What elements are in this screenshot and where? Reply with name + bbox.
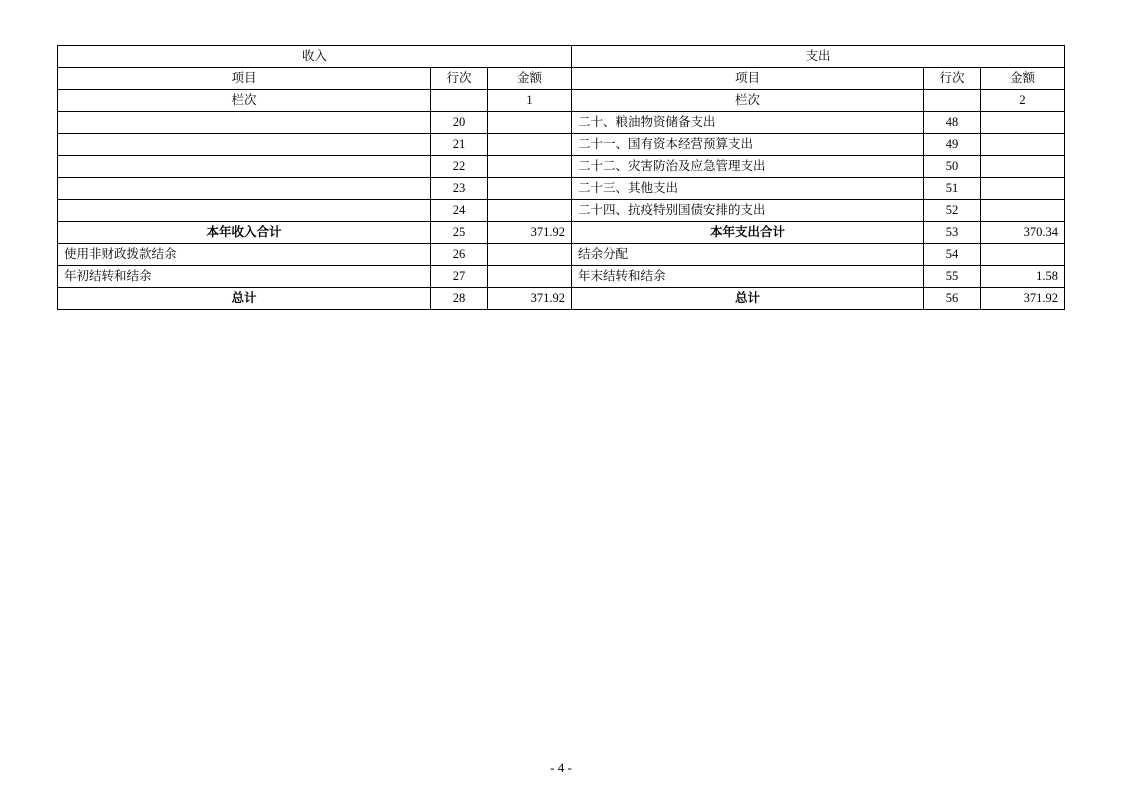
- income-amount: [488, 178, 572, 200]
- expenditure-item: 本年支出合计: [572, 222, 924, 244]
- income-line: 25: [431, 222, 488, 244]
- income-item: 总计: [58, 288, 431, 310]
- expenditure-amount: [981, 178, 1065, 200]
- budget-table-container: [57, 45, 1064, 310]
- page-number: - 4 -: [550, 760, 572, 775]
- expenditure-line: 52: [924, 200, 981, 222]
- expenditure-amount: [981, 156, 1065, 178]
- income-amount: [488, 134, 572, 156]
- expenditure-amount-header: 金额: [981, 68, 1065, 90]
- expenditure-column-index-label: 栏次: [572, 90, 924, 112]
- expenditure-line-header: 行次: [924, 68, 981, 90]
- budget-table: [57, 45, 1065, 310]
- income-line-header: 行次: [431, 68, 488, 90]
- income-line: 22: [431, 156, 488, 178]
- expenditure-item: 二十一、国有资本经营预算支出: [572, 134, 924, 156]
- expenditure-amount: 1.58: [981, 266, 1065, 288]
- income-group-header: 收入: [58, 46, 572, 68]
- income-line: 21: [431, 134, 488, 156]
- expenditure-amount: [981, 112, 1065, 134]
- income-item: [58, 200, 431, 222]
- table-row-grand-total: [58, 288, 1065, 310]
- income-amount: 371.92: [488, 222, 572, 244]
- expenditure-item: 年末结转和结余: [572, 266, 924, 288]
- table-group-header-row: [58, 46, 1065, 68]
- income-item: [58, 156, 431, 178]
- expenditure-line: 50: [924, 156, 981, 178]
- income-item-header: 项目: [58, 68, 431, 90]
- expenditure-amount: [981, 244, 1065, 266]
- income-line: 23: [431, 178, 488, 200]
- expenditure-group-header: 支出: [572, 46, 1065, 68]
- income-line: 27: [431, 266, 488, 288]
- expenditure-amount: 370.34: [981, 222, 1065, 244]
- income-column-index: 1: [488, 90, 572, 112]
- expenditure-item: 二十三、其他支出: [572, 178, 924, 200]
- expenditure-line: 53: [924, 222, 981, 244]
- income-line: 24: [431, 200, 488, 222]
- expenditure-line-index-blank: [924, 90, 981, 112]
- expenditure-item: 二十、粮油物资储备支出: [572, 112, 924, 134]
- expenditure-line: 51: [924, 178, 981, 200]
- income-amount: [488, 112, 572, 134]
- table-row-total: [58, 222, 1065, 244]
- income-amount: [488, 244, 572, 266]
- expenditure-item: 二十四、抗疫特别国债安排的支出: [572, 200, 924, 222]
- expenditure-item: 二十二、灾害防治及应急管理支出: [572, 156, 924, 178]
- expenditure-amount: 371.92: [981, 288, 1065, 310]
- income-item: 使用非财政拨款结余: [58, 244, 431, 266]
- income-amount: [488, 156, 572, 178]
- expenditure-item: 总计: [572, 288, 924, 310]
- expenditure-item: 结余分配: [572, 244, 924, 266]
- table-row: [58, 200, 1065, 222]
- expenditure-item-header: 项目: [572, 68, 924, 90]
- income-line: 28: [431, 288, 488, 310]
- income-line: 26: [431, 244, 488, 266]
- income-amount: 371.92: [488, 288, 572, 310]
- income-column-index-label: 栏次: [58, 90, 431, 112]
- income-item: [58, 178, 431, 200]
- expenditure-amount: [981, 134, 1065, 156]
- income-amount: [488, 266, 572, 288]
- expenditure-line: 48: [924, 112, 981, 134]
- expenditure-line: 55: [924, 266, 981, 288]
- expenditure-line: 54: [924, 244, 981, 266]
- expenditure-amount: [981, 200, 1065, 222]
- table-column-header-row: [58, 68, 1065, 90]
- income-item: [58, 134, 431, 156]
- table-row: [58, 266, 1065, 288]
- income-item: 年初结转和结余: [58, 266, 431, 288]
- table-row: [58, 156, 1065, 178]
- table-row: [58, 134, 1065, 156]
- table-row: [58, 112, 1065, 134]
- expenditure-line: 56: [924, 288, 981, 310]
- income-line-index-blank: [431, 90, 488, 112]
- income-item: [58, 112, 431, 134]
- table-row: [58, 244, 1065, 266]
- income-item: 本年收入合计: [58, 222, 431, 244]
- income-amount-header: 金额: [488, 68, 572, 90]
- table-column-index-row: [58, 90, 1065, 112]
- expenditure-column-index: 2: [981, 90, 1065, 112]
- income-amount: [488, 200, 572, 222]
- table-row: [58, 178, 1065, 200]
- expenditure-line: 49: [924, 134, 981, 156]
- income-line: 20: [431, 112, 488, 134]
